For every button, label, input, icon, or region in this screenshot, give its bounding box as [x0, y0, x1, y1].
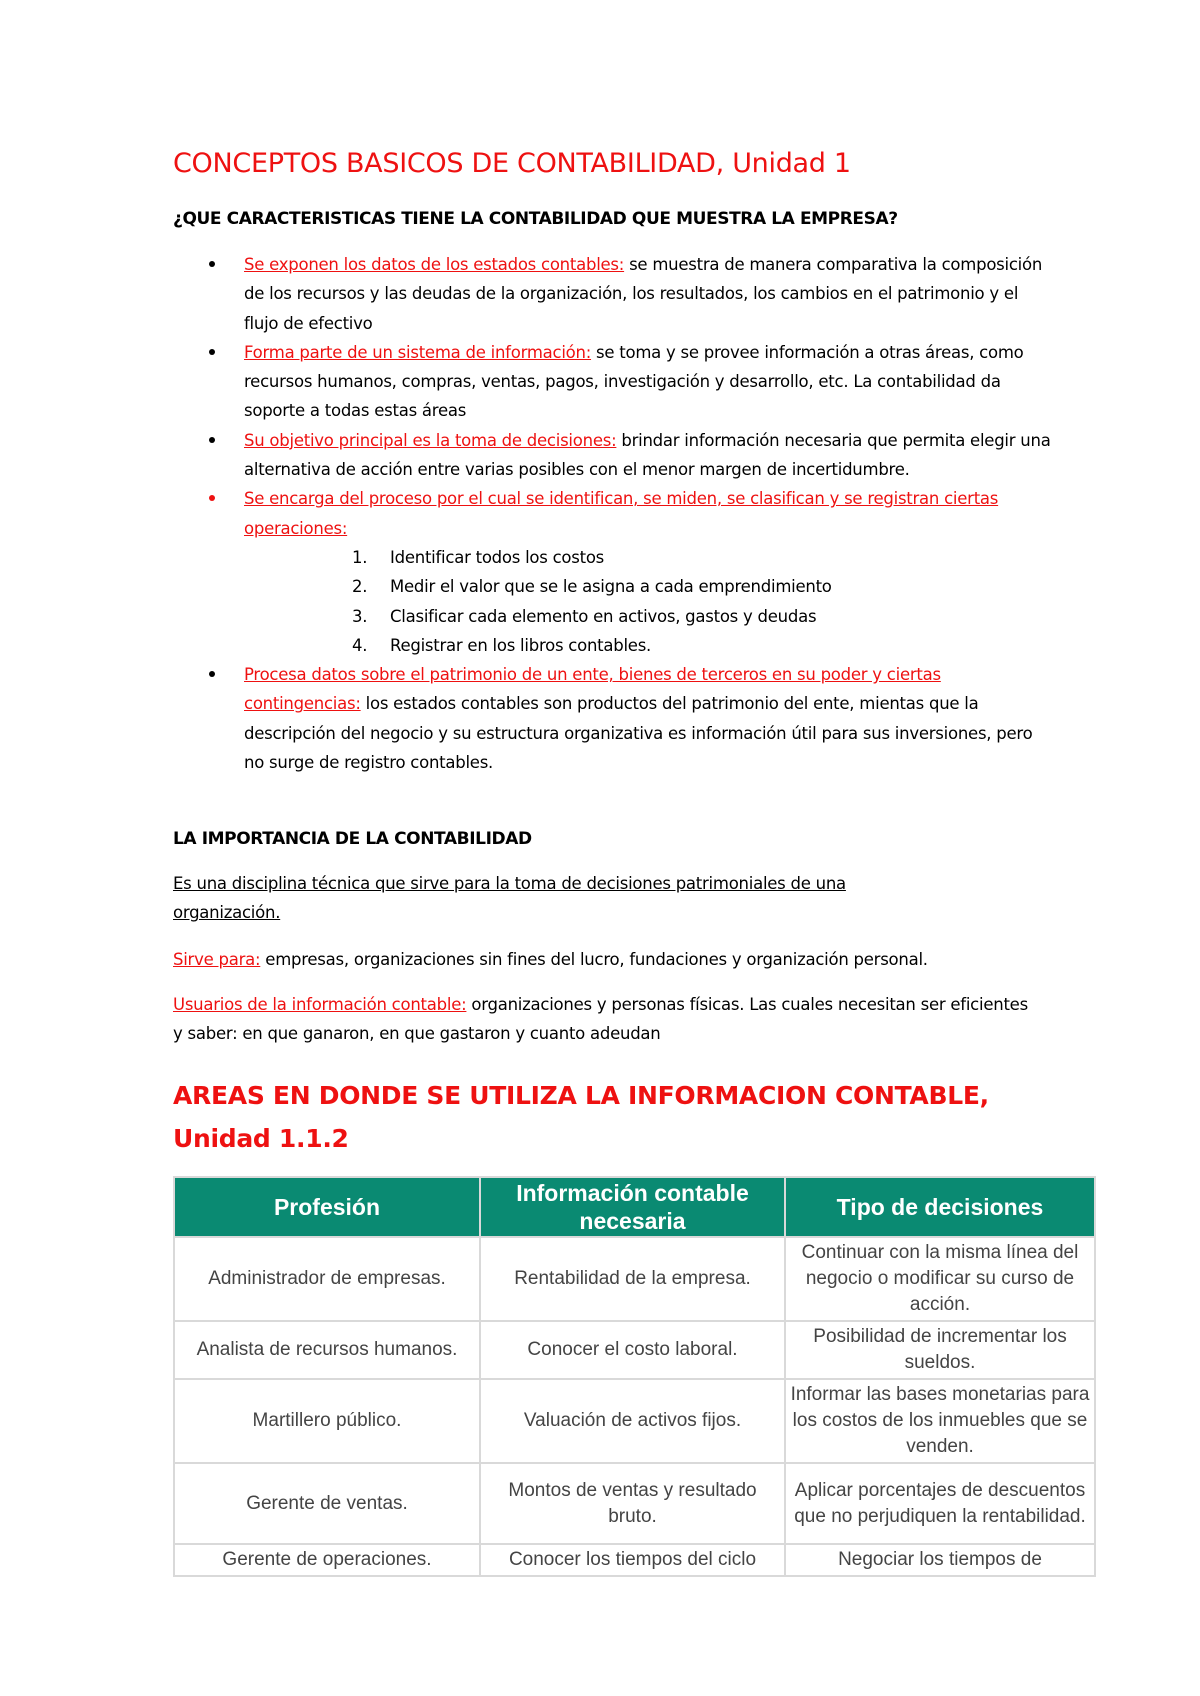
- step-text: Medir el valor que se le asigna a cada emprendimiento: [390, 577, 832, 597]
- table-cell: Gerente de operaciones.: [174, 1544, 480, 1576]
- definition-paragraph: Es una disciplina técnica que sirve para la toma de decisiones patrimoniales de una organización.: [173, 874, 846, 923]
- list-item: [173, 426, 1053, 485]
- page-title: CONCEPTOS BASICOS DE CONTABILIDAD, Unidad 1: [173, 148, 851, 179]
- bullet-lead: Se encarga del proceso por el cual se identifican, se miden, se clasifican y se registran ciertas operaciones:: [244, 489, 999, 538]
- table-cell: Gerente de ventas.: [174, 1463, 480, 1544]
- table-cell: Negociar los tiempos de: [785, 1544, 1095, 1576]
- characteristics-list: [173, 250, 1053, 777]
- table-cell: Analista de recursos humanos.: [174, 1321, 480, 1379]
- table-row: [174, 1321, 1095, 1379]
- areas-title: AREAS EN DONDE SE UTILIZA LA INFORMACION CONTABLE, Unidad 1.1.2: [173, 1081, 989, 1153]
- information-table: [173, 1176, 1096, 1577]
- table-row: [174, 1379, 1095, 1463]
- step-item: [244, 543, 1053, 572]
- usuarios-lead: Usuarios de la información contable:: [173, 995, 467, 1014]
- bullet-text: se muestra de manera comparativa la composición de los recursos y las deudas de la organización, los resultados, los cambios en el patrimonio y el flujo de efectivo: [244, 255, 1043, 333]
- sirve-lead: Sirve para:: [173, 950, 261, 969]
- table-header-row: [174, 1177, 1095, 1237]
- bullet-lead: Procesa datos sobre el patrimonio de un ente, bienes de terceros en su poder y ciertas contingencias:: [244, 665, 941, 714]
- bullet-text: se toma y se provee información a otras áreas, como recursos humanos, compras, ventas, pagos, investigación y desarrollo, etc. La contabilidad da soporte a todas estas áreas: [244, 342, 1024, 421]
- sirve-paragraph: [173, 945, 1033, 974]
- step-number: 3.: [352, 606, 368, 626]
- bullet-text: los estados contables son productos del patrimonio del ente, mientas que la descripción del negocio y su estructura organizativa es información útil para sus inversiones, pero no surge de registro contables.: [244, 694, 1033, 773]
- table-cell: Rentabilidad de la empresa.: [480, 1237, 785, 1321]
- step-text: Clasificar cada elemento en activos, gastos y deudas: [390, 606, 817, 626]
- table-row: [174, 1463, 1095, 1544]
- table-cell: Posibilidad de incrementar los sueldos.: [785, 1321, 1095, 1379]
- bullet-text: brindar información necesaria que permita elegir una alternativa de acción entre varias posibles con el menor margen de incertidumbre.: [244, 430, 1051, 480]
- column-header: Tipo de decisiones: [785, 1177, 1095, 1237]
- step-item: [244, 631, 1053, 660]
- table-cell: Administrador de empresas.: [174, 1237, 480, 1321]
- table-cell: Martillero público.: [174, 1379, 480, 1463]
- step-text: Identificar todos los costos: [390, 547, 605, 567]
- table-cell: Conocer el costo laboral.: [480, 1321, 785, 1379]
- question-heading: ¿QUE CARACTERISTICAS TIENE LA CONTABILIDAD QUE MUESTRA LA EMPRESA?: [173, 209, 898, 229]
- usuarios-text: organizaciones y personas físicas. Las cuales necesitan ser eficientes y saber: en que ganaron, en que gastaron y cuanto adeudan: [173, 995, 1028, 1044]
- table-row: [174, 1237, 1095, 1321]
- step-number: 2.: [352, 577, 368, 597]
- list-item: [173, 250, 1053, 338]
- table-cell: Montos de ventas y resultado bruto.: [480, 1463, 785, 1544]
- step-item: [244, 572, 1053, 601]
- step-number: 4.: [352, 635, 368, 655]
- list-item: [173, 484, 1053, 660]
- step-number: 1.: [352, 547, 368, 567]
- table-cell: Valuación de activos fijos.: [480, 1379, 785, 1463]
- table-cell: Conocer los tiempos del ciclo: [480, 1544, 785, 1576]
- column-header: Profesión: [174, 1177, 480, 1237]
- column-header: Información contable necesaria: [480, 1177, 785, 1237]
- bullet-lead: Se exponen los datos de los estados contables:: [244, 255, 625, 274]
- table-cell: Continuar con la misma línea del negocio o modificar su curso de acción.: [785, 1237, 1095, 1321]
- steps-list: [244, 543, 1053, 660]
- bullet-lead: Forma parte de un sistema de información:: [244, 342, 592, 362]
- usuarios-paragraph: [173, 990, 1033, 1049]
- table-cell: Aplicar porcentajes de descuentos que no perjudiquen la rentabilidad.: [785, 1463, 1095, 1544]
- list-item: [173, 338, 1053, 426]
- list-item: [173, 660, 1053, 777]
- importance-heading: LA IMPORTANCIA DE LA CONTABILIDAD: [173, 829, 532, 849]
- table-row: [174, 1544, 1095, 1576]
- table-cell: Informar las bases monetarias para los costos de los inmuebles que se venden.: [785, 1379, 1095, 1463]
- step-text: Registrar en los libros contables.: [390, 635, 652, 655]
- bullet-lead: Su objetivo principal es la toma de decisiones:: [244, 430, 617, 450]
- sirve-text: empresas, organizaciones sin fines del lucro, fundaciones y organización personal.: [260, 950, 928, 969]
- step-item: [244, 602, 1053, 631]
